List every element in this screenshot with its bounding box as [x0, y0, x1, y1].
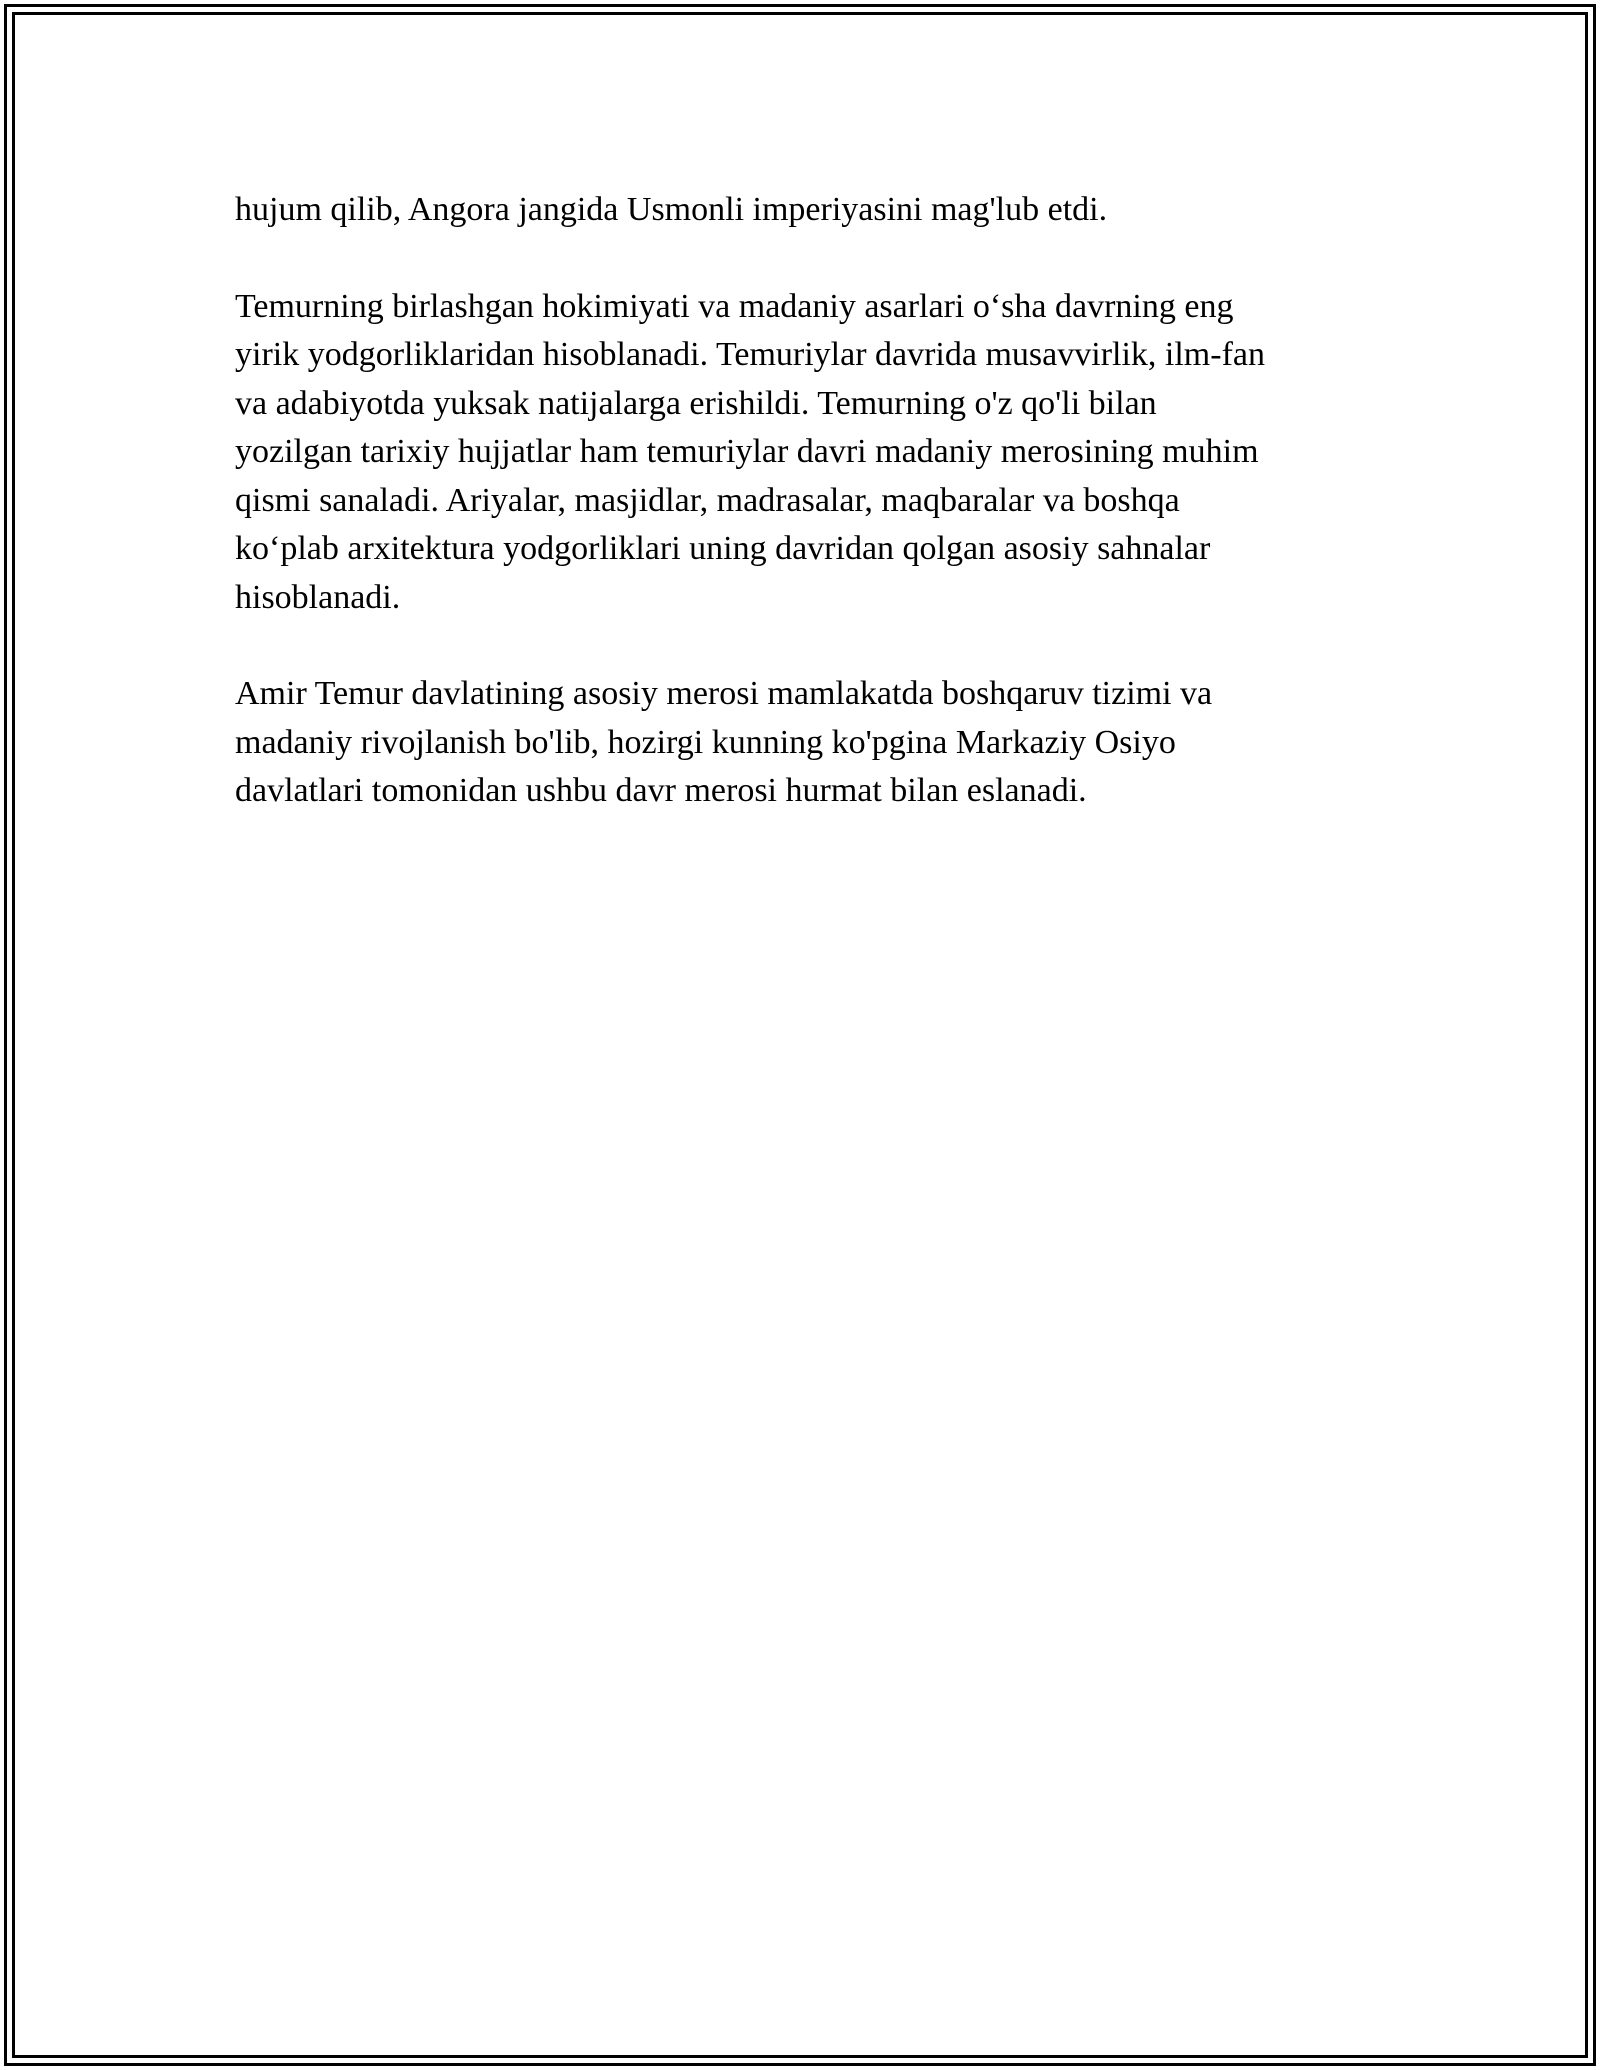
paragraph-cultural-heritage: Temurning birlashgan hokimiyati va madaniy asarlari o‘sha davrning eng yirik yodgorliklaridan hisoblanadi. Temuriylar davrida musavvirlik, ilm-fan va adabiyotda yuksak natijalarga erishildi. Temurning o'z qo'li bilan yozilgan tarixiy hujjatlar ham temuriylar davri madaniy merosining muhim qismi sanaladi. Ariyalar, masjidlar, madrasalar, maqbaralar va boshqa ko‘plab arxitektura yodgorliklari uning davridan qolgan asosiy sahnalar hisoblanadi. [235, 287, 1265, 616]
document-body [235, 186, 1370, 864]
paragraph-state-legacy: Amir Temur davlatining asosiy merosi mamlakatda boshqaruv tizimi va madaniy rivojlanish bo'lib, hozirgi kunning ko'pgina Markaziy Osiyo davlatlari tomonidan ushbu davr merosi hurmat bilan eslanadi. [235, 675, 1213, 809]
paragraph-angora-battle: hujum qilib, Angora jangida Usmonli imperiyasini mag'lub etdi. [235, 191, 1108, 228]
